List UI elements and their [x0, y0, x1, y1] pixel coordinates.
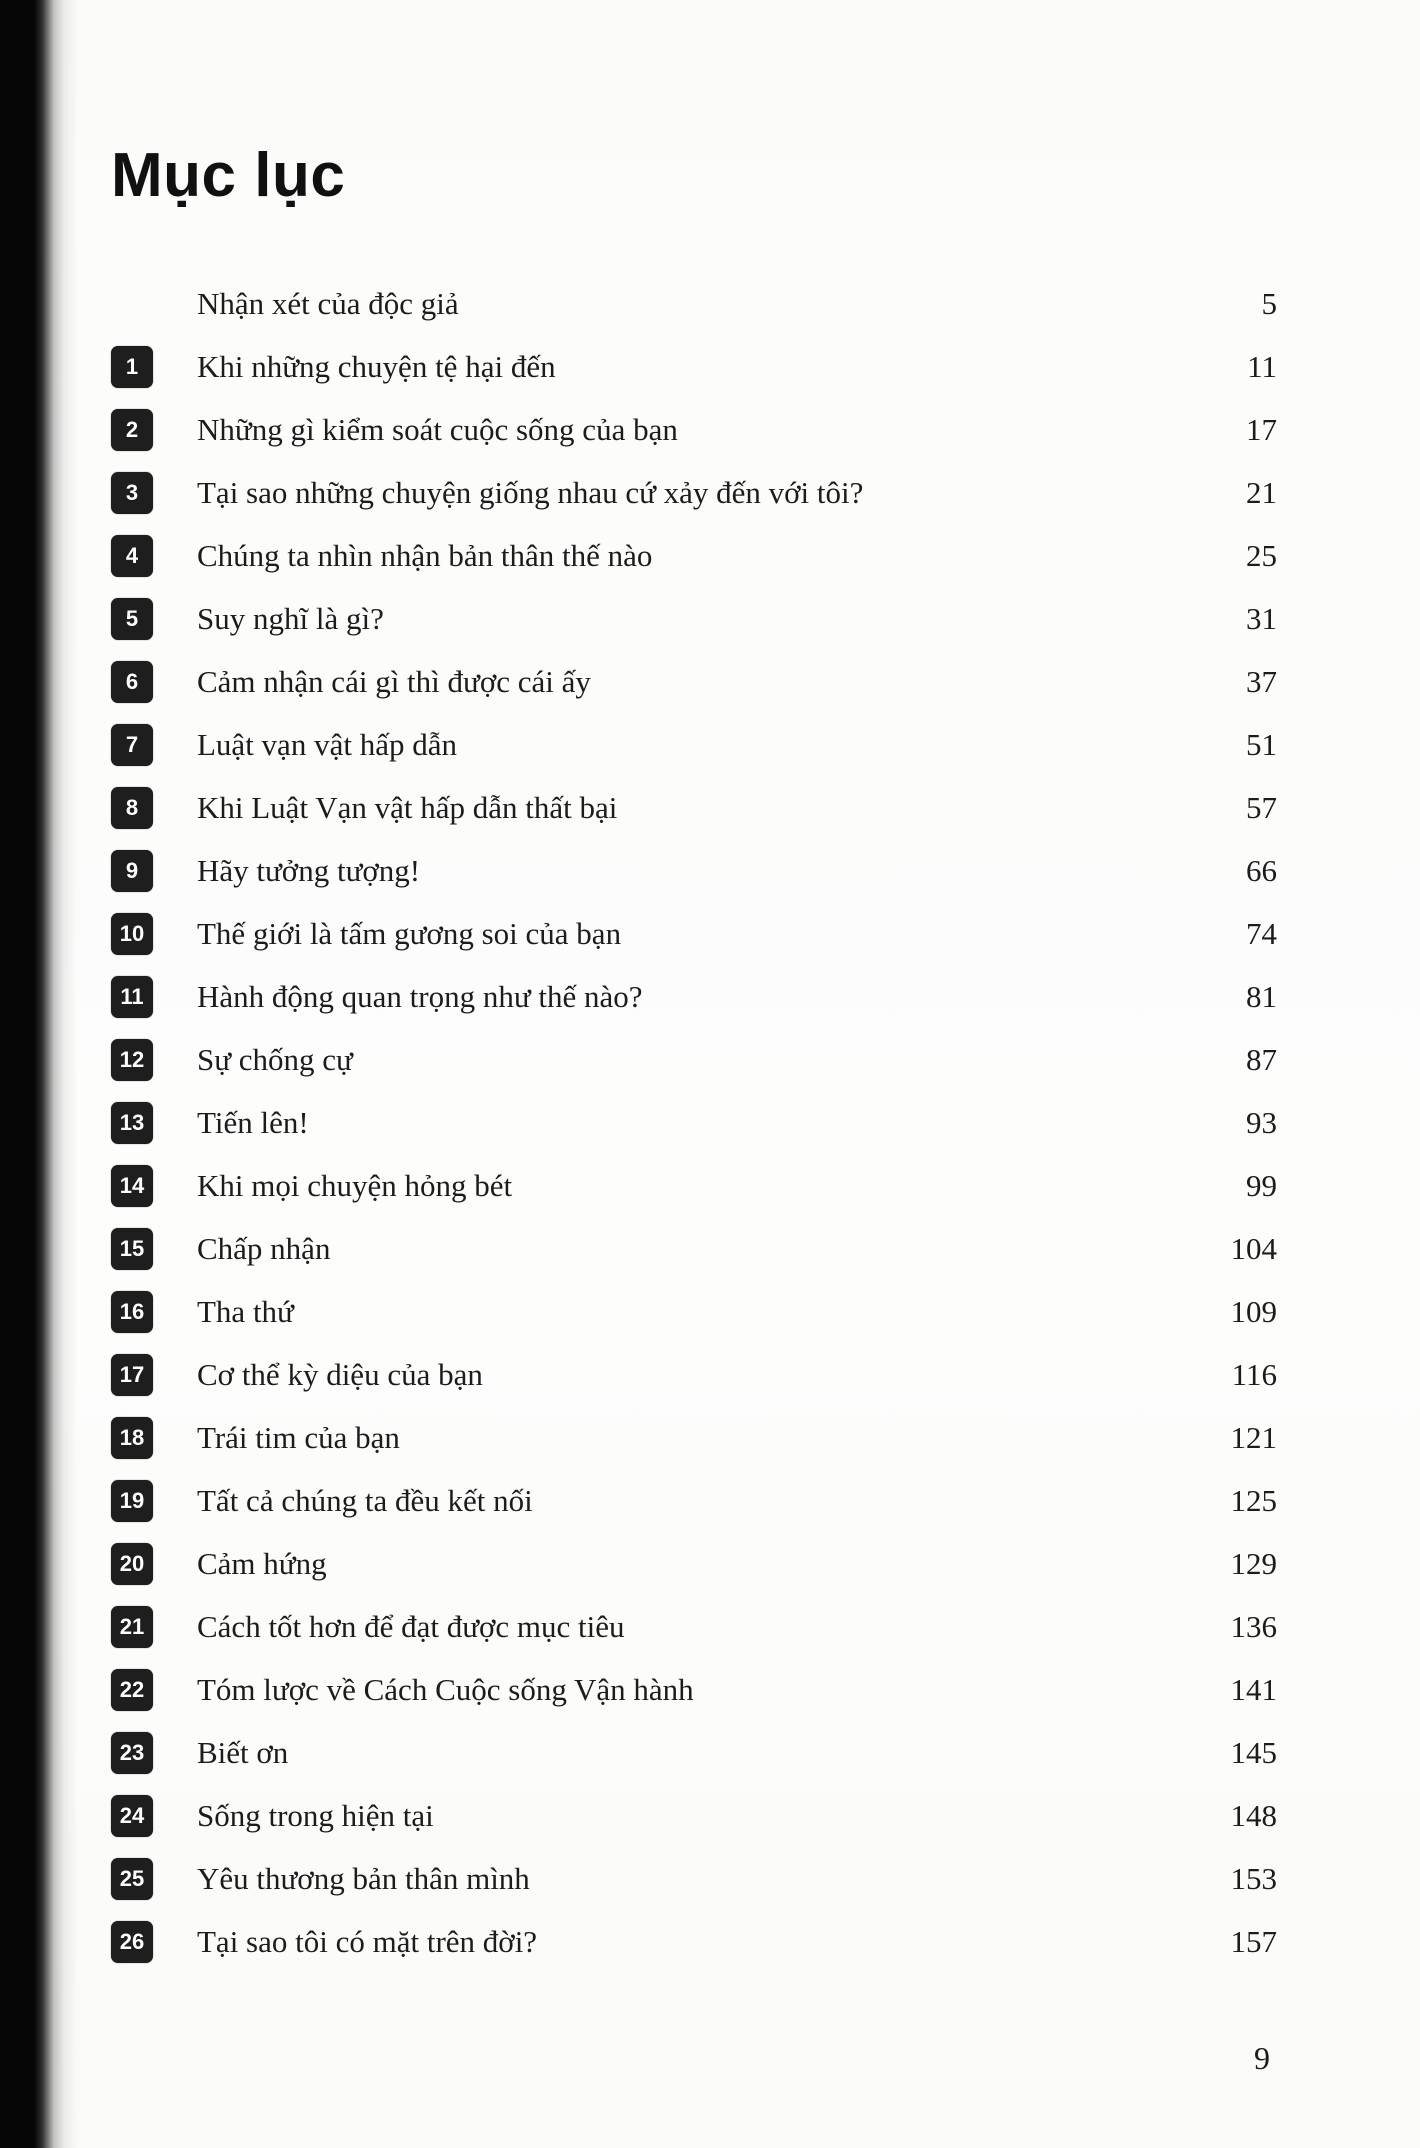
chapter-title: Khi những chuyện tệ hại đến	[197, 348, 556, 384]
chapter-page-number: 31	[1246, 600, 1277, 636]
toc-entry	[111, 1154, 1277, 1217]
chapter-page-number: 74	[1246, 915, 1277, 951]
toc-entry	[111, 1658, 1277, 1721]
chapter-number-badge: 4	[111, 535, 153, 577]
toc-entry	[111, 713, 1277, 776]
chapter-number-badge: 23	[111, 1732, 153, 1774]
chapter-page-number: 116	[1231, 1356, 1277, 1392]
chapter-title: Thế giới là tấm gương soi của bạn	[197, 915, 622, 951]
chapter-number-badge: 9	[111, 850, 153, 892]
toc-entry	[111, 1469, 1277, 1532]
toc-entry	[111, 1028, 1277, 1091]
chapter-page-number: 93	[1246, 1104, 1277, 1140]
toc-entry	[111, 1343, 1277, 1406]
chapter-title: Cơ thể kỳ diệu của bạn	[197, 1356, 483, 1392]
chapter-number-badge: 17	[111, 1354, 153, 1396]
chapter-number-badge: 7	[111, 724, 153, 766]
chapter-number-badge: 26	[111, 1921, 153, 1963]
chapter-title: Tóm lược về Cách Cuộc sống Vận hành	[197, 1671, 694, 1707]
toc-entry	[111, 650, 1277, 713]
chapter-number-badge: 16	[111, 1291, 153, 1333]
chapter-page-number: 5	[1261, 285, 1277, 321]
chapter-page-number: 99	[1246, 1167, 1277, 1203]
chapter-page-number: 21	[1246, 474, 1277, 510]
toc-entry	[111, 1847, 1277, 1910]
chapter-title: Khi Luật Vạn vật hấp dẫn thất bại	[197, 789, 618, 825]
toc-entry	[111, 776, 1277, 839]
chapter-title: Những gì kiểm soát cuộc sống của bạn	[197, 411, 678, 447]
chapter-number-badge: 8	[111, 787, 153, 829]
chapter-number-badge: 2	[111, 409, 153, 451]
chapter-page-number: 121	[1230, 1419, 1277, 1455]
chapter-title: Hành động quan trọng như thế nào?	[197, 978, 643, 1014]
chapter-page-number: 25	[1246, 537, 1277, 573]
chapter-title: Tất cả chúng ta đều kết nối	[197, 1482, 533, 1518]
toc-entry	[111, 1217, 1277, 1280]
chapter-page-number: 125	[1230, 1482, 1277, 1518]
toc-entry	[111, 1721, 1277, 1784]
toc-entry	[111, 965, 1277, 1028]
chapter-number-badge: 14	[111, 1165, 153, 1207]
chapter-title: Chúng ta nhìn nhận bản thân thế nào	[197, 537, 653, 573]
chapter-title: Tha thứ	[197, 1293, 294, 1329]
chapter-title: Tại sao những chuyện giống nhau cứ xảy đến với tôi?	[197, 474, 864, 510]
chapter-number-badge: 18	[111, 1417, 153, 1459]
chapter-number-badge: 19	[111, 1480, 153, 1522]
chapter-number-badge: 15	[111, 1228, 153, 1270]
chapter-page-number: 141	[1230, 1671, 1277, 1707]
chapter-title: Yêu thương bản thân mình	[197, 1860, 530, 1896]
chapter-page-number: 57	[1246, 789, 1277, 825]
chapter-page-number: 66	[1246, 852, 1277, 888]
chapter-title: Sống trong hiện tại	[197, 1797, 434, 1833]
toc-entry	[111, 524, 1277, 587]
chapter-title: Hãy tưởng tượng!	[197, 852, 421, 888]
chapter-title: Cách tốt hơn để đạt được mục tiêu	[197, 1608, 625, 1644]
chapter-number-badge: 10	[111, 913, 153, 955]
chapter-title: Khi mọi chuyện hỏng bét	[197, 1167, 513, 1203]
chapter-page-number: 11	[1247, 348, 1277, 384]
chapter-page-number: 81	[1246, 978, 1277, 1014]
toc-entry	[111, 1784, 1277, 1847]
chapter-number-badge: 25	[111, 1858, 153, 1900]
chapter-number-badge: 20	[111, 1543, 153, 1585]
toc-entry	[111, 1406, 1277, 1469]
chapter-number-badge: 12	[111, 1039, 153, 1081]
toc-entry	[111, 1280, 1277, 1343]
toc-entry	[111, 587, 1277, 650]
toc-entry	[111, 1595, 1277, 1658]
toc-entry	[111, 272, 1277, 335]
chapter-number-badge: 21	[111, 1606, 153, 1648]
chapter-title: Tại sao tôi có mặt trên đời?	[197, 1923, 538, 1959]
toc-entry	[111, 461, 1277, 524]
chapter-number-badge: 24	[111, 1795, 153, 1837]
chapter-title: Tiến lên!	[197, 1104, 309, 1140]
chapter-title: Nhận xét của độc giả	[197, 285, 459, 321]
toc-entry	[111, 1532, 1277, 1595]
toc-entry	[111, 839, 1277, 902]
toc-entry	[111, 1091, 1277, 1154]
page-title: Mục lục	[111, 141, 346, 210]
chapter-title: Luật vạn vật hấp dẫn	[197, 726, 457, 762]
chapter-page-number: 51	[1246, 726, 1277, 762]
chapter-number-badge: 22	[111, 1669, 153, 1711]
chapter-number-badge: 6	[111, 661, 153, 703]
chapter-page-number: 129	[1230, 1545, 1277, 1581]
chapter-title: Suy nghĩ là gì?	[197, 600, 384, 636]
toc-entry	[111, 902, 1277, 965]
page-number: 9	[1254, 2040, 1270, 2076]
chapter-number-badge: 3	[111, 472, 153, 514]
chapter-page-number: 17	[1246, 411, 1277, 447]
chapter-page-number: 136	[1230, 1608, 1277, 1644]
chapter-number-badge: 11	[111, 976, 153, 1018]
toc-entry	[111, 335, 1277, 398]
chapter-page-number: 153	[1230, 1860, 1277, 1896]
toc-list	[111, 272, 1277, 1973]
chapter-title: Biết ơn	[197, 1734, 289, 1770]
chapter-title: Trái tim của bạn	[197, 1419, 400, 1455]
chapter-number-badge: 5	[111, 598, 153, 640]
chapter-page-number: 104	[1230, 1230, 1277, 1266]
chapter-page-number: 148	[1230, 1797, 1277, 1833]
chapter-title: Sự chống cự	[197, 1041, 353, 1077]
chapter-title: Cảm nhận cái gì thì được cái ấy	[197, 663, 591, 699]
chapter-page-number: 157	[1230, 1923, 1277, 1959]
chapter-number-badge: 13	[111, 1102, 153, 1144]
chapter-page-number: 109	[1230, 1293, 1277, 1329]
chapter-title: Cảm hứng	[197, 1545, 327, 1581]
chapter-number-badge: 1	[111, 346, 153, 388]
chapter-page-number: 145	[1230, 1734, 1277, 1770]
toc-entry	[111, 398, 1277, 461]
toc-entry	[111, 1910, 1277, 1973]
chapter-page-number: 37	[1246, 663, 1277, 699]
chapter-title: Chấp nhận	[197, 1230, 331, 1266]
chapter-page-number: 87	[1246, 1041, 1277, 1077]
